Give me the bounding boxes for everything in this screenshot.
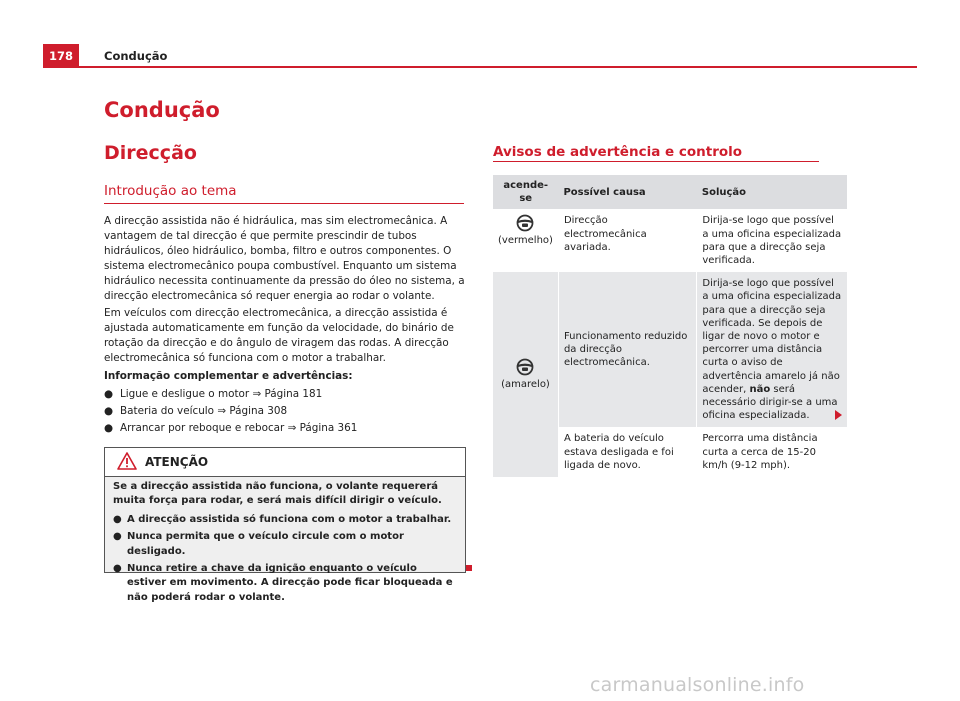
bullet-dot: ● bbox=[104, 405, 114, 417]
warning-body bbox=[113, 480, 459, 608]
bullet-link-text[interactable]: Arrancar por reboque e rebocar ⇒ Página 361 bbox=[120, 422, 358, 434]
table-header-row bbox=[493, 175, 847, 209]
solution-text: Dirija-se logo que possível a uma oficina especializada para que a direcção seja verificada. Se depois de ligar de novo o motor e percorrer uma distância curta o aviso de advertência amarelo já não acender, bbox=[702, 278, 842, 395]
warning-bullet-text: Nunca permita que o veículo circule com o motor desligado. bbox=[127, 531, 404, 557]
intro-paragraph-1: A direcção assistida não é hidráulica, mas sim electromecânica. A vantagem de tal direcção é que permite prescindir de tubos hidráulicos, óleo hidráulico, bomba, filtro e outros componentes. O sistema electromecânico poupa combustível. Enquanto um sistema hidráulico necessita continuamente da pressão do óleo no sistema, a direcção electromecânica só requer energia ao rodar o volante. bbox=[104, 215, 465, 302]
cause-cell: Funcionamento reduzido da direcção electromecânica. bbox=[558, 272, 696, 427]
bullet-dot: ● bbox=[113, 563, 122, 575]
bullet-item bbox=[104, 404, 287, 419]
solution-cell: Percorra uma distância curta a cerca de 15-20 km/h (9-12 mph). bbox=[697, 427, 847, 477]
watermark: carmanualsonline.info bbox=[590, 674, 805, 696]
section-title: Direcção bbox=[104, 142, 197, 164]
solution-cell bbox=[697, 272, 847, 427]
warning-title: ATENÇÃO bbox=[145, 455, 209, 469]
light-cell bbox=[493, 209, 558, 272]
section-end-marker bbox=[466, 565, 472, 571]
warning-lights-title: Avisos de advertência e controlo bbox=[493, 144, 743, 160]
solution-cell: Dirija-se logo que possível a uma oficina especializada para que a direcção seja verificada. bbox=[697, 209, 847, 272]
solution-emphasis: não bbox=[749, 383, 771, 395]
continued-arrow-icon bbox=[835, 410, 842, 420]
col-header-solution: Solução bbox=[697, 175, 847, 209]
light-color-label: (vermelho) bbox=[498, 235, 553, 247]
light-cell bbox=[493, 272, 558, 477]
bullet-link-text[interactable]: Bateria do veículo ⇒ Página 308 bbox=[120, 405, 288, 417]
warning-bullet bbox=[113, 562, 459, 605]
warning-bullet bbox=[113, 530, 459, 559]
info-heading: Informação complementar e advertências: bbox=[104, 370, 353, 382]
cause-cell: A bateria do veículo estava desligada e foi ligada de novo. bbox=[558, 427, 696, 477]
bullet-item bbox=[104, 421, 357, 436]
warning-text: Se a direcção assistida não funciona, o volante requererá muita força para rodar, e será mais difícil dirigir o veículo. bbox=[113, 481, 442, 507]
header-rule bbox=[43, 66, 917, 68]
col-header-cause: Possível causa bbox=[558, 175, 696, 209]
running-title: Condução bbox=[104, 49, 168, 63]
bullet-item bbox=[104, 387, 322, 402]
bullet-dot: ● bbox=[113, 513, 122, 525]
bullet-link-text[interactable]: Ligue e desligue o motor ⇒ Página 181 bbox=[120, 388, 323, 400]
subsection-title: Introdução ao tema bbox=[104, 183, 237, 199]
chapter-title: Condução bbox=[104, 98, 220, 122]
cause-cell: Direcção electromecânica avariada. bbox=[558, 209, 696, 272]
warning-bullet bbox=[113, 513, 459, 527]
bullet-dot: ● bbox=[104, 422, 114, 434]
warning-bullet-text: Nunca retire a chave da ignição enquanto o veículo estiver em movimento. A direcção pode ficar bloqueada e não poderá rodar o volante. bbox=[127, 563, 453, 603]
col-header-light: acende-se bbox=[493, 175, 558, 209]
solution-text: será necessário dirigir-se a uma oficina especializada. bbox=[702, 383, 838, 422]
subsection-rule bbox=[104, 203, 464, 204]
page-number: 178 bbox=[43, 44, 79, 68]
warning-bullet-text: A direcção assistida só funciona com o motor a trabalhar. bbox=[127, 513, 452, 525]
steering-wheel-icon bbox=[515, 358, 535, 376]
right-title-rule bbox=[493, 161, 819, 162]
steering-wheel-icon bbox=[515, 214, 535, 232]
bullet-dot: ● bbox=[104, 388, 114, 400]
intro-paragraph-2: Em veículos com direcção electromecânica, a direcção assistida é ajustada automaticamente em função da velocidade, do binário de rotação da direcção e do ângulo de viragem das rodas. A direcção electromecânica só funciona com o motor a trabalhar. bbox=[104, 307, 454, 364]
warning-lights-table bbox=[493, 175, 847, 477]
warning-box bbox=[104, 447, 466, 603]
bullet-dot: ● bbox=[113, 531, 122, 543]
table-row bbox=[493, 209, 847, 272]
light-color-label: (amarelo) bbox=[501, 379, 550, 391]
table-row bbox=[493, 272, 847, 427]
warning-header bbox=[105, 448, 465, 477]
warning-triangle-icon bbox=[117, 452, 137, 470]
